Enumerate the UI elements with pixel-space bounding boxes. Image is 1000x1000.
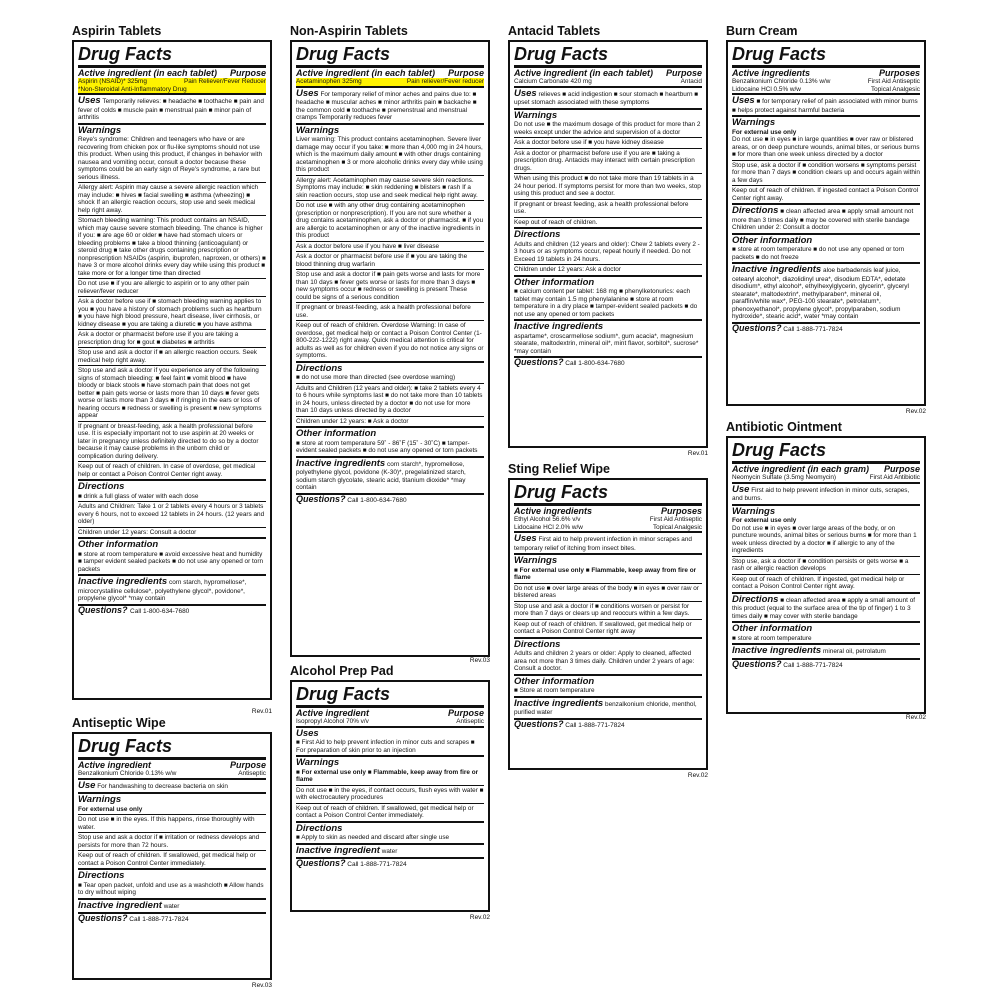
- questions-row: Questions? Call 1-800-634-7680: [514, 356, 702, 369]
- ingredient-row: Calcium Carbonate 420 mg Antacid: [514, 78, 702, 85]
- panel-title: Aspirin Tablets: [72, 24, 162, 38]
- sting-relief-panel: [508, 462, 708, 779]
- drug-facts-box: [508, 40, 708, 448]
- other-info-section: Other information ■ Store at room temperature: [514, 674, 702, 696]
- panel-title: Sting Relief Wipe: [508, 462, 610, 476]
- other-info-section: Other information ■ store at room temperature 59˚ - 86˚F (15˚ - 30˚C) ■ tamper-evident sealed packets ■ do not use any opened or torn packets: [296, 426, 484, 456]
- active-header: Active ingredient (in each gram) Purpose: [732, 464, 920, 474]
- active-header: Active ingredient Purpose: [296, 708, 484, 718]
- inactive-section: Inactive ingredients benzalkonium chloride, menthol, purified water: [514, 696, 702, 718]
- directions-section: Directions ■ clean affected area ■ apply a small amount of this product (equal to the surface area of the tip of finger) 1 to 3 times daily ■ may cover with sterile bandage: [732, 592, 920, 622]
- uses-section: Uses First aid to help prevent infection in minor scrapes and temporary relief of itching from insect bites.: [514, 531, 702, 553]
- warnings-section: Warnings Reye's syndrome: Children and teenagers who have or are recovering from chicken pox or flu-like symptoms should not use this product. When using this product, if changes in behavior with nausea and vomiting occur, consult a doctor because these symptoms could be an early sign of Reye's syndrome, a rare but serious illness. Allergy alert: Aspirin may cause a severe allergic reaction which may include: ■ hives ■ facial swelling ■ asthma (wheezing) ■ shock If an allergic reaction occurs, stop use and seek medical help right away. Stomach bleeding warning: This product contains an NSAID, which may cause severe stomach bleeding. The chance is higher if you: ■ are age 60 or older ■ have had stomach ulcers or bleeding problems ■ take a blood thinning (anticoagulant) or steroid drug ■ take other drugs containing prescription or nonprescription NSAIDs (aspirin, ibuprofen, naproxen, or others) ■ have 3 or more alcohol drinks every day while using this product ■ take more or for a longer time than directed Do not use ■ if you are allergic to aspirin or to any other pain reliever/fever reducer Ask a doctor before use if ■ stomach bleeding warning applies to you ■ you have a history of stomach problems such as heartburn ■ you have high blood pressure, heart disease, liver cirrhosis, or kidney disease ■ you are taking a diuretic ■ you have asthma Ask a doctor or pharmacist before use if you are taking a prescription drug for ■ gout ■ diabetes ■ arthritis Stop use and ask a doctor if ■ an allergic reaction occurs. Seek medical help right away. Stop use and ask a doctor if you experience any of the following signs of stomach bleeding: ■ feel faint ■ vomit blood ■ have bloody or black stools ■ have stomach pain that does not get better ■ pain gets worse or lasts more than 10 days ■ fever gets worse or lasts more than 3 days ■ if ringing in the ears or loss of hearing occurs ■ redness or swelling is present ■ new symptoms appear If pregnant or breast-feeding, ask a health professional before use. It is especially important not to use aspirin at 20 weeks or later in pregnancy unless definitely directed to do so by a doctor because it may cause problems in the unborn child or complication during delivery. Keep out of reach of children. In case of overdose, get medical help or contact a Poison Control Center right away.: [78, 124, 266, 478]
- antiseptic-wipe-panel: [72, 716, 272, 989]
- active-header: Active ingredient (in each tablet) Purpose: [296, 68, 484, 78]
- panel-title: Antibiotic Ointment: [726, 420, 842, 434]
- warnings-section: Warnings ■ For external use only ■ Flammable, keep away from fire or flame Do not use ■ over large areas of the body ■ in eyes ■ over raw or blistered areas Stop use and ask a doctor if ■ conditions worsen or persist for more than 7 days or clears up and reoccurs within a few days. Keep out of reach of children. If swallowed, get medical help or contact a Poison Control Center right away: [514, 553, 702, 637]
- warnings-section: Warnings Liver warning: This product contains acetaminophen. Severe liver damage may occur if you take: ■ more than 4,000 mg in 24 hours, which is the maximum daily amount ■ with other drugs containing acetaminophen ■ 3 or more alcoholic drinks every day while using this product Allergy alert: Acetaminophen may cause severe skin reactions. Symptoms may include: ■ skin reddening ■ blisters ■ rash If a skin reaction occurs, stop use and seek medical help right away. Do not use ■ with any other drug containing acetaminophen (prescription or nonprescription). If you are not sure whether a drug contains acetaminophen, ask a doctor or pharmacist. ■ if you are allergic to acetaminophen or any of the inactive ingredients in this product Ask a doctor before use if you have ■ liver disease Ask a doctor or pharmacist before use if ■ you are taking the blood thinning drug warfarin Stop use and ask a doctor if ■ pain gets worse and lasts for more than 10 days ■ fever gets worse or lasts for more than 3 days ■ new symptoms occur ■ redness or swelling is present These could be signs of a serious condition If pregnant or breast-feeding, ask a health professional before use. Keep out of reach of children. Overdose Warning: In case of overdose, get medical help or contact a Poison Control Center (1-800-222-1222) right away. Quick medical attention is critical for adults as well as for children even if you do not notice any signs or symptoms.: [296, 124, 484, 360]
- inactive-section: Inactive ingredient water: [78, 898, 266, 913]
- ingredient-row: Isopropyl Alcohol 70% v/v Antiseptic: [296, 718, 484, 725]
- drug-facts-heading: Drug Facts: [296, 45, 484, 68]
- questions-row: Questions? Call 1-800-634-7680: [78, 604, 266, 617]
- questions-row: Questions? Call 1-888-771-7824: [296, 857, 484, 870]
- uses-section: Uses Temporarily relieves: ■ headache ■ toothache ■ pain and fever of colds ■ muscle pain ■ menstrual pain ■ minor pain of arthritis: [78, 93, 266, 123]
- questions-row: Questions? Call 1-888-771-7824: [732, 322, 920, 335]
- drug-facts-box: [72, 732, 272, 980]
- revision-label: Rev.02: [687, 772, 708, 779]
- inactive-section: Inactive ingredients aspartame*, croscarmellose sodium*, gum acacia*, magnesium stearate, maltodextrin, mineral oil*, mint flavor, sorbitol*, sucrose* *may contain: [514, 319, 702, 356]
- inactive-section: Inactive ingredients corn starch*, hypromellose, polyethylene glycol, povidone (K-30)*, pregelatinized starch, sodium starch glycolate, stearic acid, titanium dioxide* *may contain: [296, 456, 484, 493]
- alcohol-prep-panel: [290, 664, 490, 921]
- panel-title: Non-Aspirin Tablets: [290, 24, 408, 38]
- warnings-section: Warnings For external use only Do not use ■ in eyes ■ over large areas of the body, or on puncture wounds, animal bites or serious burns ■ for more than 1 week unless directed by a doctor ■ if allergic to any of the ingredients Stop use, ask a doctor if ■ condition persists or gets worse ■ a rash or allergic reaction develops Keep out of reach of children. If ingested, get medical help or contact a Poison Control Center right away.: [732, 504, 920, 592]
- active-header: Active ingredient (in each tablet) Purpose: [514, 68, 702, 78]
- revision-label: Rev.01: [687, 450, 708, 457]
- drug-facts-box: [726, 436, 926, 714]
- directions-section: Directions ■ Tear open packet, unfold and use as a washcloth ■ Allow hands to dry without wiping: [78, 868, 266, 898]
- drug-facts-box: [72, 40, 272, 700]
- drug-facts-box: [290, 40, 490, 657]
- drug-facts-box: [508, 478, 708, 770]
- inactive-section: Inactive ingredients aloe barbadensis leaf juice, cetearyl alcohol*, diazolidinyl urea*, disodium EDTA*, edetate disodium*, ethyl alcohol*, ethylhexylglycerin, glycerin*, glyceryl stearate*, maltodextrin*, methylparaben*, mineral oil, paraffin/white wax*, PEG-100 stearate*, petrolatum*, phenoxyethanol*, propylene glycol*, propylparaben, sodium hydroxide*, stearic acid*, water *may contain: [732, 262, 920, 322]
- panel-title: Burn Cream: [726, 24, 798, 38]
- ingredient-note: *Non-Steroidal Anti-Inflammatory Drug: [78, 86, 266, 94]
- other-info-section: Other information ■ store at room temperature: [732, 621, 920, 643]
- revision-label: Rev.02: [469, 914, 490, 921]
- drug-facts-heading: Drug Facts: [514, 45, 702, 68]
- panel-title: Antiseptic Wipe: [72, 716, 166, 730]
- active-header: Active ingredient Purpose: [78, 760, 266, 770]
- warnings-section: Warnings For external use only Do not use ■ in eyes ■ in large quantities ■ over raw or blistered areas, or on deep puncture wounds, animal bites, or serious burns ■ for more than one week unless directed by a doctor Stop use, ask a doctor if ■ condition worsens ■ symptoms persist for more than 7 days ■ condition clears up and occurs again within a few days Keep out of reach of children. If ingested contact a Poison Control Center right away.: [732, 117, 920, 202]
- ingredient-row: Benzalkonium Chloride 0.13% w/w Antiseptic: [78, 770, 266, 777]
- questions-row: Questions? Call 1-800-634-7680: [296, 493, 484, 506]
- ingredient-row: Neomycin Sulfate (3.5mg Neomycin) First Aid Antibiotic: [732, 474, 920, 481]
- drug-facts-box: [290, 680, 490, 912]
- drug-facts-heading: Drug Facts: [78, 45, 266, 68]
- ingredient-row: Lidocaine HCl 2.0% w/w Topical Analgesic: [514, 523, 702, 531]
- drug-facts-heading: Drug Facts: [732, 45, 920, 68]
- drug-facts-heading: Drug Facts: [296, 685, 484, 708]
- questions-row: Questions? Call 1-888-771-7824: [78, 912, 266, 925]
- uses-section: Uses ■ for temporary relief of pain associated with minor burns ■ helps protect against harmful bacteria: [732, 93, 920, 115]
- inactive-section: Inactive ingredients mineral oil, petrolatum: [732, 643, 920, 658]
- burn-cream-panel: [726, 24, 926, 415]
- directions-section: Directions Adults and children 2 years or older: Apply to cleaned, affected area not more than 3 times daily. Children under 2 years of age: Consult a doctor.: [514, 637, 702, 674]
- ingredient-row: Aspirin (NSAID)* 325mg Pain Reliever/Fever Reducer: [78, 78, 266, 85]
- active-header: Active ingredients Purposes: [514, 506, 702, 516]
- ingredient-row: Benzalkonium Chloride 0.13% w/w First Aid Antiseptic: [732, 78, 920, 85]
- active-header: Active ingredient (in each tablet) Purpose: [78, 68, 266, 78]
- ingredient-row: Lidocaine HCl 0.5% w/w Topical Analgesic: [732, 85, 920, 93]
- revision-label: Rev.02: [905, 714, 926, 721]
- other-info-section: Other information ■ store at room temperature ■ do not use any opened or torn packets ■ do not freeze: [732, 233, 920, 263]
- revision-label: Rev.01: [251, 708, 272, 715]
- directions-section: Directions Adults and children (12 years and older): Chew 2 tablets every 2 - 3 hours or as symptoms occur, repeat hourly if needed. Do not Exceed 19 tablets in 24 hours. Children under 12 years: Ask a doctor: [514, 227, 702, 275]
- uses-section: Uses For temporary relief of minor aches and pains due to: ■ headache ■ muscular aches ■ minor arthritis pain ■ backache ■ the common cold ■ toothache ■ premenstrual and menstrual cramps Temporarily reduces fever: [296, 86, 484, 123]
- uses-section: Uses ■ First Aid to help prevent infection in minor cuts and scrapes ■ For preparation of skin prior to an injection: [296, 726, 484, 756]
- directions-section: Directions ■ drink a full glass of water with each dose Adults and Children: Take 1 or 2 tablets every 4 hours or 3 tablets every 6 hours, not to exceed 12 tablets in 24 hours. (12 years and older) Children under 12 years: Consult a doctor: [78, 481, 265, 536]
- uses-section: Use For handwashing to decrease bacteria on skin: [78, 778, 266, 793]
- ingredient-row: Acetaminophen 325mg Pain reliever/Fever reducer: [296, 78, 484, 85]
- active-header: Active ingredients Purposes: [732, 68, 920, 78]
- uses-section: Use First aid to help prevent infection in minor cuts, scrapes, and burns.: [732, 482, 920, 504]
- directions-section: Directions ■ Apply to skin as needed and discard after single use: [296, 821, 484, 843]
- questions-row: Questions? Call 1-888-771-7824: [514, 718, 702, 731]
- uses-section: Uses relieves ■ acid indigestion ■ sour stomach ■ heartburn ■ upset stomach associated with these symptoms: [514, 86, 702, 108]
- warnings-section: Warnings For external use only Do not use ■ in the eyes. If this happens, rinse thoroughly with water. Stop use and ask a doctor if ■ irritation or redness develops and persists for more than 72 hours. Keep out of reach of children. If swallowed, get medical help or contact a Poison Control Center immediately.: [78, 792, 266, 868]
- other-info-section: Other information ■ calcium content per tablet: 168 mg ■ phenylketonurics: each tablet may contain 1.5 mg phenylalanine ■ store at room temperature in a dry place ■ tamper-evident sealed packets ■ do not use any opened or torn packets: [514, 275, 702, 320]
- aspirin-panel: [72, 24, 272, 715]
- non-aspirin-panel: [290, 24, 490, 664]
- revision-label: Rev.03: [469, 657, 490, 664]
- drug-facts-box: [726, 40, 926, 406]
- drug-facts-heading: Drug Facts: [514, 483, 702, 506]
- revision-label: Rev.02: [905, 408, 926, 415]
- antacid-panel: [508, 24, 708, 457]
- directions-section: Directions ■ clean affected area ■ apply small amount not more than 3 times daily ■ may be covered with sterile bandage Children under 2: Consult a doctor: [732, 203, 920, 233]
- antibiotic-panel: [726, 420, 926, 721]
- warnings-section: Warnings ■ For external use only ■ Flammable, keep away from fire or flame Do not use ■ in the eyes, if contact occurs, flush eyes with water ■ with electrocautery procedures Keep out of reach of children. If swallowed, get medical help or contact a Poison Control Center immediately.: [296, 757, 484, 820]
- inactive-section: Inactive ingredient water: [296, 843, 484, 858]
- panel-title: Alcohol Prep Pad: [290, 664, 394, 678]
- other-info-section: Other information ■ store at room temperature ■ avoid excessive heat and humidity ■ tamper evident sealed packets ■ do not use any opened or torn packets: [78, 537, 266, 574]
- inactive-section: Inactive ingredients corn starch, hypromellose*, microcrystalline cellulose*, polyethylene glycol*, povidone*, propylene glycol* *may contain: [78, 574, 266, 604]
- questions-row: Questions? Call 1-888-771-7824: [732, 658, 920, 671]
- panel-title: Antacid Tablets: [508, 24, 601, 38]
- revision-label: Rev.03: [251, 982, 272, 989]
- drug-facts-heading: Drug Facts: [78, 737, 266, 760]
- directions-section: Directions ■ do not use more than directed (see overdose warning) Adults and Children (12 years and older): ■ take 2 tablets every 4 to 6 hours while symptoms last ■ do not take more than 10 tablets in 24 hours, unless directed by a doctor ■ do not use for more than 10 days unless directed by a doctor Children under 12 years: ■ Ask a doctor: [296, 362, 483, 425]
- ingredient-row: Ethyl Alcohol 56.6% v/v First Aid Antiseptic: [514, 516, 702, 523]
- drug-facts-heading: Drug Facts: [732, 441, 920, 464]
- warnings-section: Warnings Do not use ■ the maximum dosage of this product for more than 2 weeks except under the advice and supervision of a doctor Ask a doctor before use if ■ you have kidney disease Ask a doctor or pharmacist before use if you are ■ taking a prescription drug. Antacids may interact with certain prescription drugs. When using this product ■ do not take more than 19 tablets in a 24 hour period. If symptoms persist for more than two weeks, stop using this product and see a doctor. If pregnant or breast feeding, ask a health professional before use. Keep out of reach of children.: [514, 109, 701, 226]
